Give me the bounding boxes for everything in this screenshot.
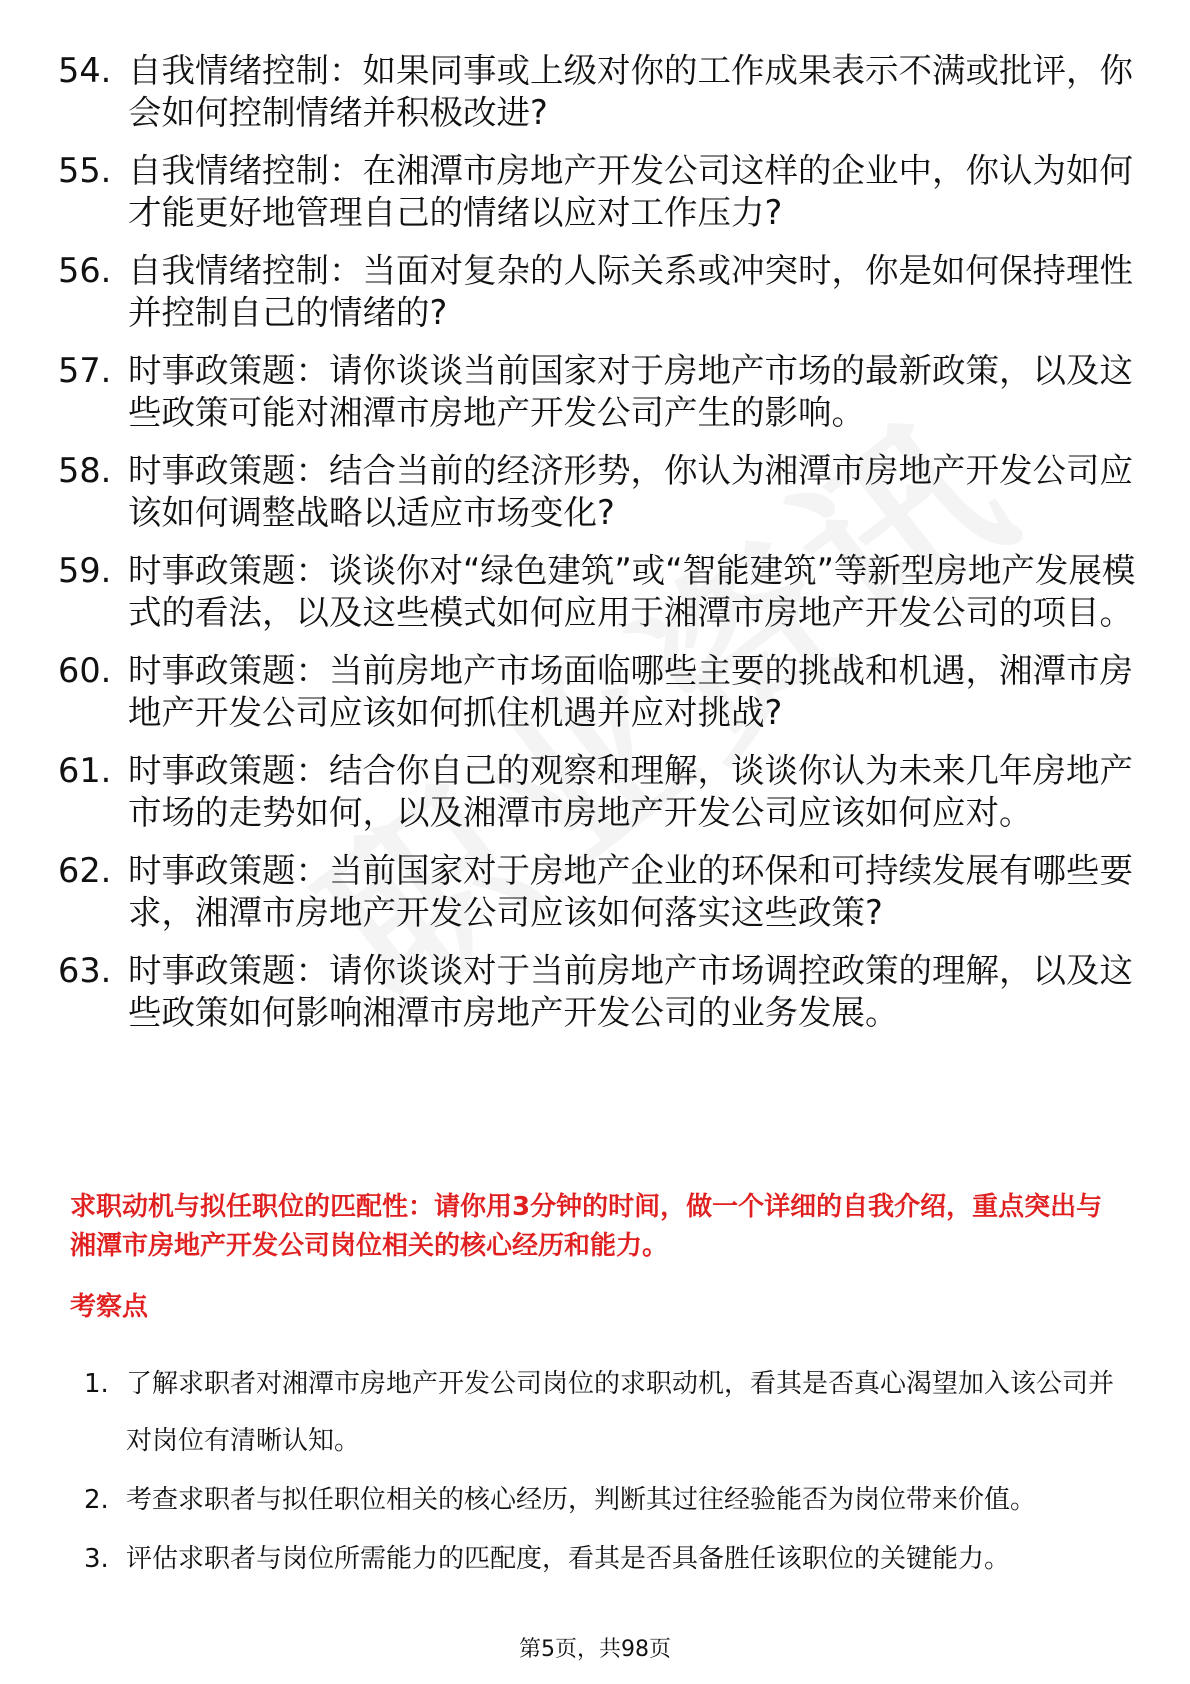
question-text: 时事政策题：当前国家对于房地产企业的环保和可持续发展有哪些要求，湘潭市房地产开发公司应该如何落实这些政策? bbox=[128, 851, 1133, 932]
assessment-points bbox=[84, 1356, 1124, 1590]
question-item bbox=[58, 250, 1138, 334]
question-number: 58. bbox=[58, 451, 112, 490]
point-number: 1. bbox=[84, 1369, 109, 1399]
question-number: 57. bbox=[58, 351, 112, 390]
question-text: 自我情绪控制：在湘潭市房地产开发公司这样的企业中，你认为如何才能更好地管理自己的情绪以应对工作压力? bbox=[128, 151, 1133, 232]
highlight-question: 求职动机与拟任职位的匹配性：请你用3分钟的时间，做一个详细的自我介绍，重点突出与湘潭市房地产开发公司岗位相关的核心经历和能力。 bbox=[70, 1192, 1103, 1261]
question-text: 时事政策题：谈谈你对“绿色建筑”或“智能建筑”等新型房地产发展模式的看法，以及这些模式如何应用于湘潭市房地产开发公司的项目。 bbox=[128, 551, 1136, 632]
question-item bbox=[58, 350, 1138, 434]
point-number: 2. bbox=[84, 1485, 109, 1515]
question-number: 62. bbox=[58, 851, 112, 890]
point-text: 评估求职者与岗位所需能力的匹配度，看其是否具备胜任该职位的关键能力。 bbox=[126, 1544, 1011, 1574]
question-item bbox=[58, 950, 1138, 1034]
section-title: 考察点 bbox=[70, 1292, 149, 1322]
question-number: 61. bbox=[58, 751, 112, 790]
question-number: 55. bbox=[58, 151, 112, 190]
point-number: 3. bbox=[84, 1544, 109, 1574]
question-item bbox=[58, 750, 1138, 834]
page-footer: 第5页，共98页 bbox=[519, 1637, 671, 1662]
question-item bbox=[58, 450, 1138, 534]
question-number: 63. bbox=[58, 951, 112, 990]
question-number: 60. bbox=[58, 651, 112, 690]
question-list bbox=[58, 50, 1138, 1050]
assessment-point bbox=[84, 1531, 1124, 1588]
question-text: 时事政策题：结合当前的经济形势，你认为湘潭市房地产开发公司应该如何调整战略以适应市场变化? bbox=[128, 451, 1133, 532]
question-item bbox=[58, 850, 1138, 934]
question-item bbox=[58, 50, 1138, 134]
question-text: 时事政策题：当前房地产市场面临哪些主要的挑战和机遇，湘潭市房地产开发公司应该如何抓住机遇并应对挑战? bbox=[128, 651, 1133, 732]
question-number: 54. bbox=[58, 51, 112, 90]
question-item bbox=[58, 650, 1138, 734]
question-item bbox=[58, 150, 1138, 234]
point-text: 考查求职者与拟任职位相关的核心经历，判断其过往经验能否为岗位带来价值。 bbox=[126, 1485, 1037, 1515]
question-text: 时事政策题：请你谈谈对于当前房地产市场调控政策的理解，以及这些政策如何影响湘潭市房地产开发公司的业务发展。 bbox=[128, 951, 1133, 1032]
assessment-point bbox=[84, 1356, 1124, 1470]
question-text: 自我情绪控制：当面对复杂的人际关系或冲突时，你是如何保持理性并控制自己的情绪的? bbox=[128, 251, 1133, 332]
question-item bbox=[58, 550, 1138, 634]
question-text: 时事政策题：请你谈谈当前国家对于房地产市场的最新政策，以及这些政策可能对湘潭市房地产开发公司产生的影响。 bbox=[128, 351, 1133, 432]
point-text: 了解求职者对湘潭市房地产开发公司岗位的求职动机，看其是否真心渴望加入该公司并对岗位有清晰认知。 bbox=[126, 1369, 1115, 1456]
question-text: 时事政策题：结合你自己的观察和理解，谈谈你认为未来几年房地产市场的走势如何，以及湘潭市房地产开发公司应该如何应对。 bbox=[128, 751, 1133, 832]
question-number: 56. bbox=[58, 251, 112, 290]
assessment-point bbox=[84, 1472, 1124, 1529]
question-number: 59. bbox=[58, 551, 112, 590]
question-text: 自我情绪控制：如果同事或上级对你的工作成果表示不满或批评，你会如何控制情绪并积极改进? bbox=[128, 51, 1133, 132]
